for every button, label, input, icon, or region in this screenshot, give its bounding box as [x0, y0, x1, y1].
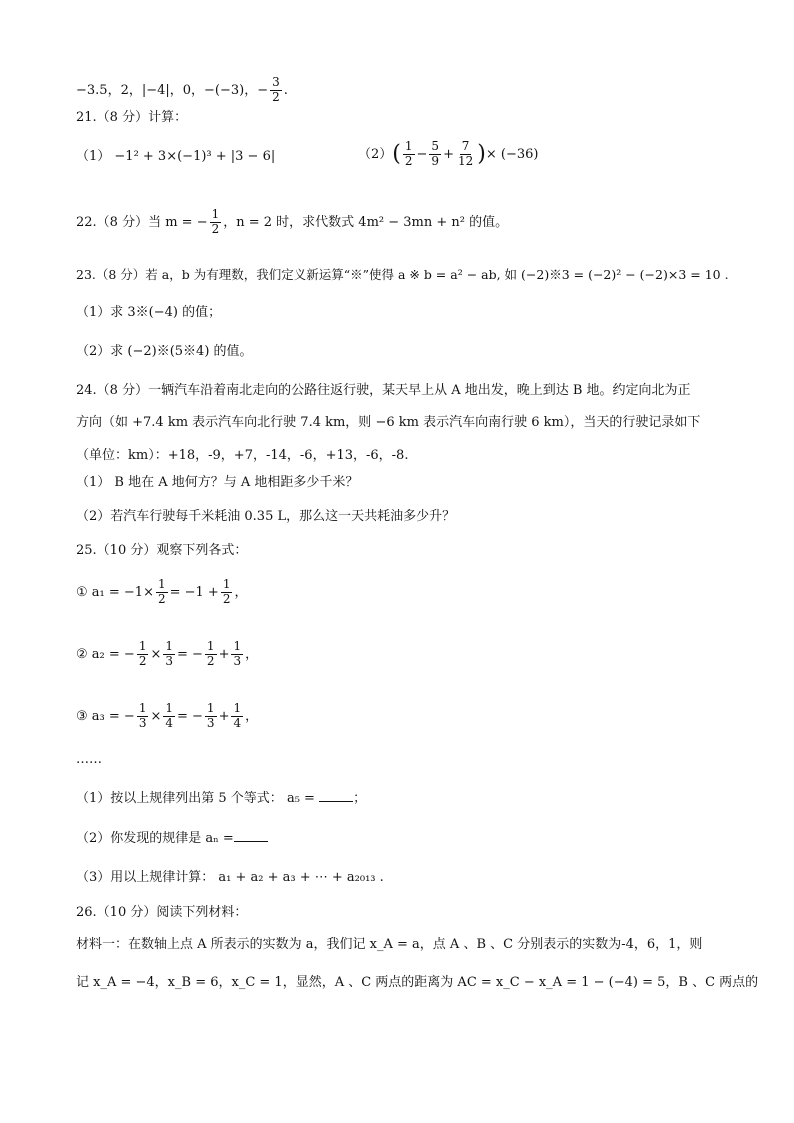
equation-3	[76, 702, 258, 731]
equation-2	[76, 640, 258, 669]
paren-close: )	[477, 141, 486, 167]
question-25-part1	[76, 789, 366, 805]
numerator: 1	[233, 639, 242, 653]
numerator: 1	[165, 701, 173, 715]
numerator: 3	[272, 75, 280, 89]
denominator: 2	[222, 591, 231, 606]
question-23-part1: （1）求 3※(−4) 的值；	[76, 305, 222, 320]
multiplier: × (−36)	[485, 146, 539, 162]
denominator: 2	[272, 89, 280, 104]
numerator: 1	[138, 701, 147, 715]
fraction	[156, 578, 168, 607]
eq-text: +	[218, 708, 230, 724]
paren-open: (	[392, 141, 401, 167]
question-24-line3: （单位：km）：+18，-9，+7，-14，-6，+13，-6，-8.	[76, 448, 409, 463]
numerator: 1	[165, 639, 173, 653]
list-text: −3.5，2，|−4|，0，−(−3)，−	[76, 82, 269, 98]
question-24-line1: 24.（8 分）一辆汽车沿着南北走向的公路往返行驶，某天早上从 A 地出发，晚上到达 B 地。约定向北为正	[76, 383, 691, 398]
question-25-title: 25.（10 分）观察下列各式：	[76, 543, 248, 558]
numerator: 7	[461, 139, 470, 153]
question-26-line1: 材料一：在数轴上点 A 所表示的实数为 a，我们记 x_A = a，点 A 、B 、C 分别表示的实数为-4，6，1，则	[76, 937, 703, 952]
fraction	[210, 208, 222, 237]
q22-text-b: ，n = 2 时，求代数式 4m² − 3mn + n² 的值。	[223, 214, 509, 230]
question-21-part1: （1） −1² + 3×(−1)³ + |3 − 6|	[76, 149, 276, 164]
question-25-part3: （3）用以上规律计算： a₁ + a₂ + a₃ + ⋯ + a₂₀₁₃ .	[76, 870, 384, 885]
denominator: 12	[457, 153, 474, 168]
eq-text: +	[218, 646, 230, 662]
part-label: （2）	[358, 146, 393, 162]
eq-text: ×	[150, 708, 162, 724]
numerator: 1	[211, 207, 220, 221]
denominator: 3	[138, 715, 147, 730]
denominator: 2	[157, 591, 166, 606]
question-21-part2: （2）( $\frac{1}{2}$ − $\frac{5}{9}$ + $\frac{7}{12}$ )× (−36)	[358, 139, 539, 168]
eq-text: ② a₂ = −	[76, 646, 135, 662]
eq-text: ③ a₃ = −	[76, 708, 135, 724]
denominator: 2	[211, 221, 220, 236]
q25-2-text: （2）你发现的规律是 aₙ =	[76, 831, 234, 846]
answer-blank[interactable]	[319, 789, 353, 802]
eq-text: ×	[150, 646, 162, 662]
question-24-part2: （2）若汽车行驶每千米耗油 0.35 L，那么这一天共耗油多少升？	[76, 509, 456, 524]
denominator: 3	[206, 715, 215, 730]
denominator: 2	[138, 653, 147, 668]
eq-text: = −	[177, 708, 203, 724]
numerator: 1	[206, 701, 215, 715]
numerator: 1	[138, 639, 147, 653]
fraction	[456, 140, 475, 169]
question-24-line2: 方向（如 +7.4 km 表示汽车向北行驶 7.4 km，则 −6 km 表示汽车向南行驶 6 km），当天的行驶记录如下	[76, 415, 701, 430]
period: .	[283, 82, 288, 98]
comma: ，	[245, 646, 259, 662]
ellipsis: ……	[76, 752, 102, 767]
question-23: 23.（8 分）若 a，b 为有理数，我们定义新运算“※”使得 a ※ b = a² − ab, 如 (−2)※3 = (−2)² − (−2)×3 = 10 .	[76, 267, 729, 282]
semicolon: ；	[353, 791, 367, 806]
equation-1	[76, 578, 247, 607]
eq-text: = −	[177, 646, 203, 662]
q25-1-text: （1）按以上规律列出第 5 个等式： a₅ =	[76, 791, 315, 806]
numerator: 1	[404, 139, 413, 153]
denominator: 3	[233, 653, 242, 668]
fraction	[429, 140, 441, 169]
answer-blank[interactable]	[234, 829, 268, 842]
fraction	[137, 640, 149, 669]
numerator: 1	[233, 701, 242, 715]
fraction	[403, 140, 415, 169]
fraction	[163, 640, 175, 669]
eq-text: = −1 +	[169, 584, 219, 600]
fraction	[205, 640, 217, 669]
denominator: 4	[165, 715, 173, 730]
question-23-part2: （2）求 (−2)※(5※4) 的值。	[76, 344, 253, 359]
question-26-line2: 记 x_A = −4，x_B = 6，x_C = 1，显然，A 、C 两点的距离为 AC = x_C − x_A = 1 − (−4) = 5，B 、C 两点的	[76, 975, 759, 990]
question-24-part1: （1） B 地在 A 地何方？与 A 地相距多少千米？	[76, 475, 359, 490]
numerator: 1	[157, 577, 166, 591]
question-25-part2	[76, 829, 268, 845]
fraction	[163, 702, 175, 731]
question-26-title: 26.（10 分）阅读下列材料：	[76, 905, 248, 920]
fraction	[221, 578, 233, 607]
comma: ，	[245, 708, 259, 724]
question-22	[76, 208, 508, 237]
fraction	[231, 702, 243, 731]
fraction	[270, 76, 282, 105]
denominator: 4	[233, 715, 242, 730]
q22-text-a: 22.（8 分）当 m = −	[76, 214, 208, 230]
fraction	[231, 640, 243, 669]
denominator: 9	[431, 153, 440, 168]
eq-text: ① a₁ = −1×	[76, 584, 154, 600]
numerator: 1	[206, 639, 215, 653]
denominator: 2	[404, 153, 413, 168]
denominator: 3	[165, 653, 173, 668]
numerator: 5	[431, 139, 440, 153]
fraction	[205, 702, 217, 731]
comma: ，	[234, 584, 248, 600]
numerator: 1	[222, 577, 231, 591]
line-continued-list	[76, 76, 288, 105]
question-21-title: 21.（8 分）计算：	[76, 110, 188, 125]
fraction	[137, 702, 149, 731]
denominator: 2	[206, 653, 215, 668]
